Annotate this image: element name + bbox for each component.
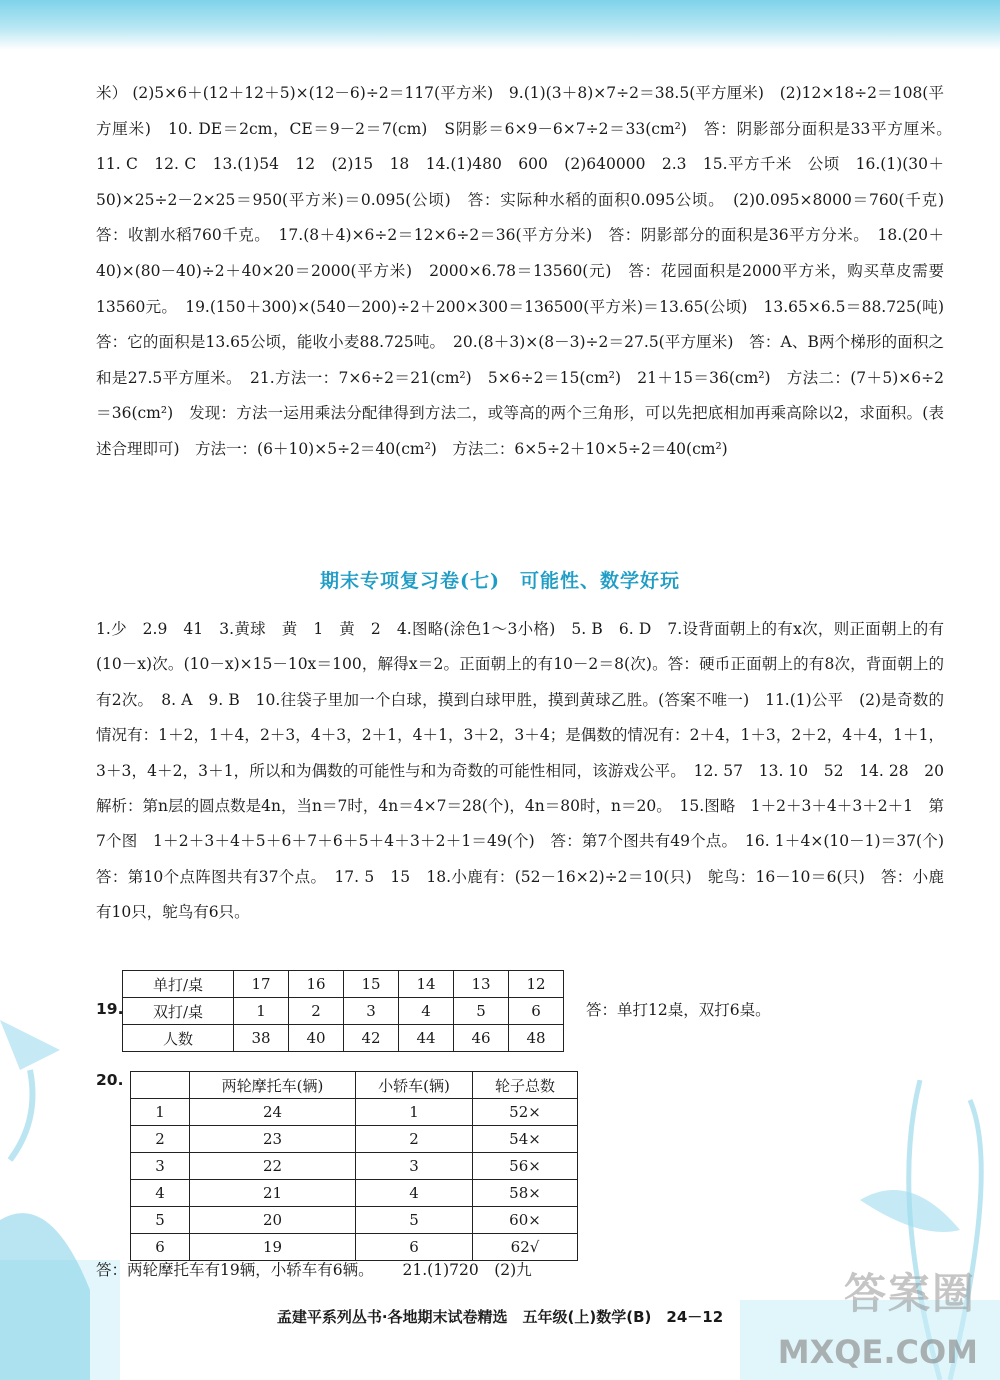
row-label: 双打/桌 <box>123 998 234 1025</box>
question-20-table <box>130 1071 578 1261</box>
table-row <box>123 998 564 1025</box>
table-cell: 19 <box>190 1234 356 1261</box>
table-row <box>123 971 564 998</box>
table-cell: 58× <box>473 1180 578 1207</box>
table-cell: 21 <box>190 1180 356 1207</box>
answers-part-2: 1.少 2.9 41 3.黄球 黄 1 黄 2 4.图略(涂色1～3小格) 5. B 6. D 7.设背面朝上的有x次，则正面朝上的有(10－x)次。(10－x)×15－10x＝100，解得x＝2。正面朝上的有10－2＝8(次)。答：硬币正面朝上的有8次，背面朝上的有2次。 8. A 9. B 10.往袋子里加一个白球，摸到白球甲胜，摸到黄球乙胜。(答案不唯一) 11.(1)公平 (2)是奇数的情况有：1＋2，1＋4，2＋3，4＋3，2＋1，4＋1，3＋2，3＋4；是偶数的情况有：2＋4，1＋3，2＋2，4＋4，1＋1，3＋3，4＋2，3＋1，所以和为偶数的可能性与和为奇数的可能性相同，该游戏公平。 12. 57 13. 10 52 14. 28 20 解析：第n层的圆点数是4n，当n＝7时，4n＝4×7＝28(个)，4n＝80时，n＝20。 15.图略 1＋2＋3＋4＋3＋2＋1 第7个图 1＋2＋3＋4＋5＋6＋7＋6＋5＋4＋3＋2＋1＝49(个) 答：第7个图共有49个点。 16. 1＋4×(10－1)＝37(个) 答：第10个点阵图共有37个点。 17. 5 15 18.小鹿有：(52－16×2)÷2＝10(只) 鸵鸟：16－10＝6(只) 答：小鹿有10只，鸵鸟有6只。 <box>96 620 960 922</box>
table-row <box>131 1153 578 1180</box>
row-label: 人数 <box>123 1025 234 1052</box>
table-cell: 14 <box>399 971 454 998</box>
table-cell: 54× <box>473 1126 578 1153</box>
table-cell: 4 <box>356 1180 473 1207</box>
table-cell: 17 <box>234 971 289 998</box>
table-cell: 60× <box>473 1207 578 1234</box>
table-row <box>131 1234 578 1261</box>
table-row <box>123 1025 564 1052</box>
table-cell: 5 <box>454 998 509 1025</box>
table-row <box>131 1099 578 1126</box>
table-cell: 6 <box>131 1234 190 1261</box>
column-header: 轮子总数 <box>473 1072 578 1099</box>
column-header: 小轿车(辆) <box>356 1072 473 1099</box>
table-cell: 2 <box>356 1126 473 1153</box>
table-cell: 2 <box>289 998 344 1025</box>
table-cell: 15 <box>344 971 399 998</box>
table-cell: 48 <box>509 1025 564 1052</box>
table-cell: 3 <box>356 1153 473 1180</box>
table-cell: 5 <box>356 1207 473 1234</box>
table-cell: 23 <box>190 1126 356 1153</box>
table-row <box>131 1207 578 1234</box>
table-cell: 24 <box>190 1099 356 1126</box>
row-label: 单打/桌 <box>123 971 234 998</box>
top-decorative-band <box>0 0 1000 50</box>
table-cell: 4 <box>131 1180 190 1207</box>
question-21-answer: 21.(1)720 (2)九 <box>402 1261 532 1279</box>
question-20-answer-text: 答：两轮摩托车有19辆，小轿车有6辆。 <box>96 1261 374 1279</box>
table-cell: 1 <box>356 1099 473 1126</box>
table-cell: 56× <box>473 1153 578 1180</box>
table-cell: 62√ <box>473 1234 578 1261</box>
table-cell: 1 <box>131 1099 190 1126</box>
table-cell: 22 <box>190 1153 356 1180</box>
table-cell: 2 <box>131 1126 190 1153</box>
table-cell: 6 <box>509 998 564 1025</box>
table-row <box>131 1126 578 1153</box>
table-cell: 16 <box>289 971 344 998</box>
table-cell: 1 <box>234 998 289 1025</box>
table-cell: 20 <box>190 1207 356 1234</box>
table-cell: 46 <box>454 1025 509 1052</box>
question-19-table <box>122 970 564 1052</box>
table-cell: 13 <box>454 971 509 998</box>
answers-part-1: 米） (2)5×6＋(12＋12＋5)×(12－6)÷2＝117(平方米) 9.(1)(3＋8)×7÷2＝38.5(平方厘米) (2)12×18÷2＝108(平方厘米) 10. DE＝2cm，CE＝9－2＝7(cm) S阴影＝6×9－6×7÷2＝33(cm²) 答：阴影部分面积是33平方厘米。 11. C 12. C 13.(1)54 12 (2)15 18 14.(1)480 600 (2)640000 2.3 15.平方千米 公顷 16.(1)(30＋50)×25÷2－2×25＝950(平方米)＝0.095(公顷) 答：实际种水稻的面积0.095公顷。 (2)0.095×8000＝760(千克) 答：收割水稻760千克。 17.(8＋4)×6÷2＝12×6÷2＝36(平方分米) 答：阴影部分的面积是36平方分米。 18.(20＋40)×(80－40)÷2＋40×20＝2000(平方米) 2000×6.78＝13560(元) 答：花园面积是2000平方米，购买草皮需要13560元。 19.(150＋300)×(540－200)÷2＋200×300＝136500(平方米)＝13.65(公顷) 13.65×6.5＝88.725(吨) 答：它的面积是13.65公顷，能收小麦88.725吨。 20.(8＋3)×(8－3)÷2＝27.5(平方厘米) 答：A、B两个梯形的面积之和是27.5平方厘米。 21.方法一：7×6÷2＝21(cm²) 5×6÷2＝15(cm²) 21＋15＝36(cm²) 方法二：(7＋5)×6÷2＝36(cm²) 发现：方法一运用乘法分配律得到方法二，或等高的两个三角形，可以先把底相加再乘高除以2，求面积。(表述合理即可) 方法一：(6＋10)×5÷2＝40(cm²) 方法二：6×5÷2＋10×5÷2＝40(cm²) <box>96 84 960 458</box>
question-19-answer: 答：单打12桌，双打6桌。 <box>586 1001 771 1019</box>
column-header: 两轮摩托车(辆) <box>190 1072 356 1099</box>
question-19-number: 19. <box>96 1000 124 1018</box>
section-title: 期末专项复习卷(七) 可能性、数学好玩 <box>320 570 680 592</box>
table-cell: 3 <box>131 1153 190 1180</box>
watermark-en-text: MXQE.COM <box>777 1333 978 1371</box>
table-cell: 4 <box>399 998 454 1025</box>
table-cell: 12 <box>509 971 564 998</box>
table-row <box>131 1180 578 1207</box>
table-cell: 3 <box>344 998 399 1025</box>
table-cell: 5 <box>131 1207 190 1234</box>
column-header <box>131 1072 190 1099</box>
table-cell: 40 <box>289 1025 344 1052</box>
table-cell: 44 <box>399 1025 454 1052</box>
watermark-logo <box>777 1261 988 1371</box>
question-20-answer <box>96 1258 532 1280</box>
table-header-row <box>131 1072 578 1099</box>
table-cell: 42 <box>344 1025 399 1052</box>
watermark-cn-text: 答案圈 <box>843 1269 976 1318</box>
table-cell: 38 <box>234 1025 289 1052</box>
page-footer: 孟建平系列丛书·各地期末试卷精选 五年级(上)数学(B) 24－12 <box>276 1308 724 1326</box>
question-20-number: 20. <box>96 1071 124 1089</box>
table-cell: 52× <box>473 1099 578 1126</box>
table-cell: 6 <box>356 1234 473 1261</box>
